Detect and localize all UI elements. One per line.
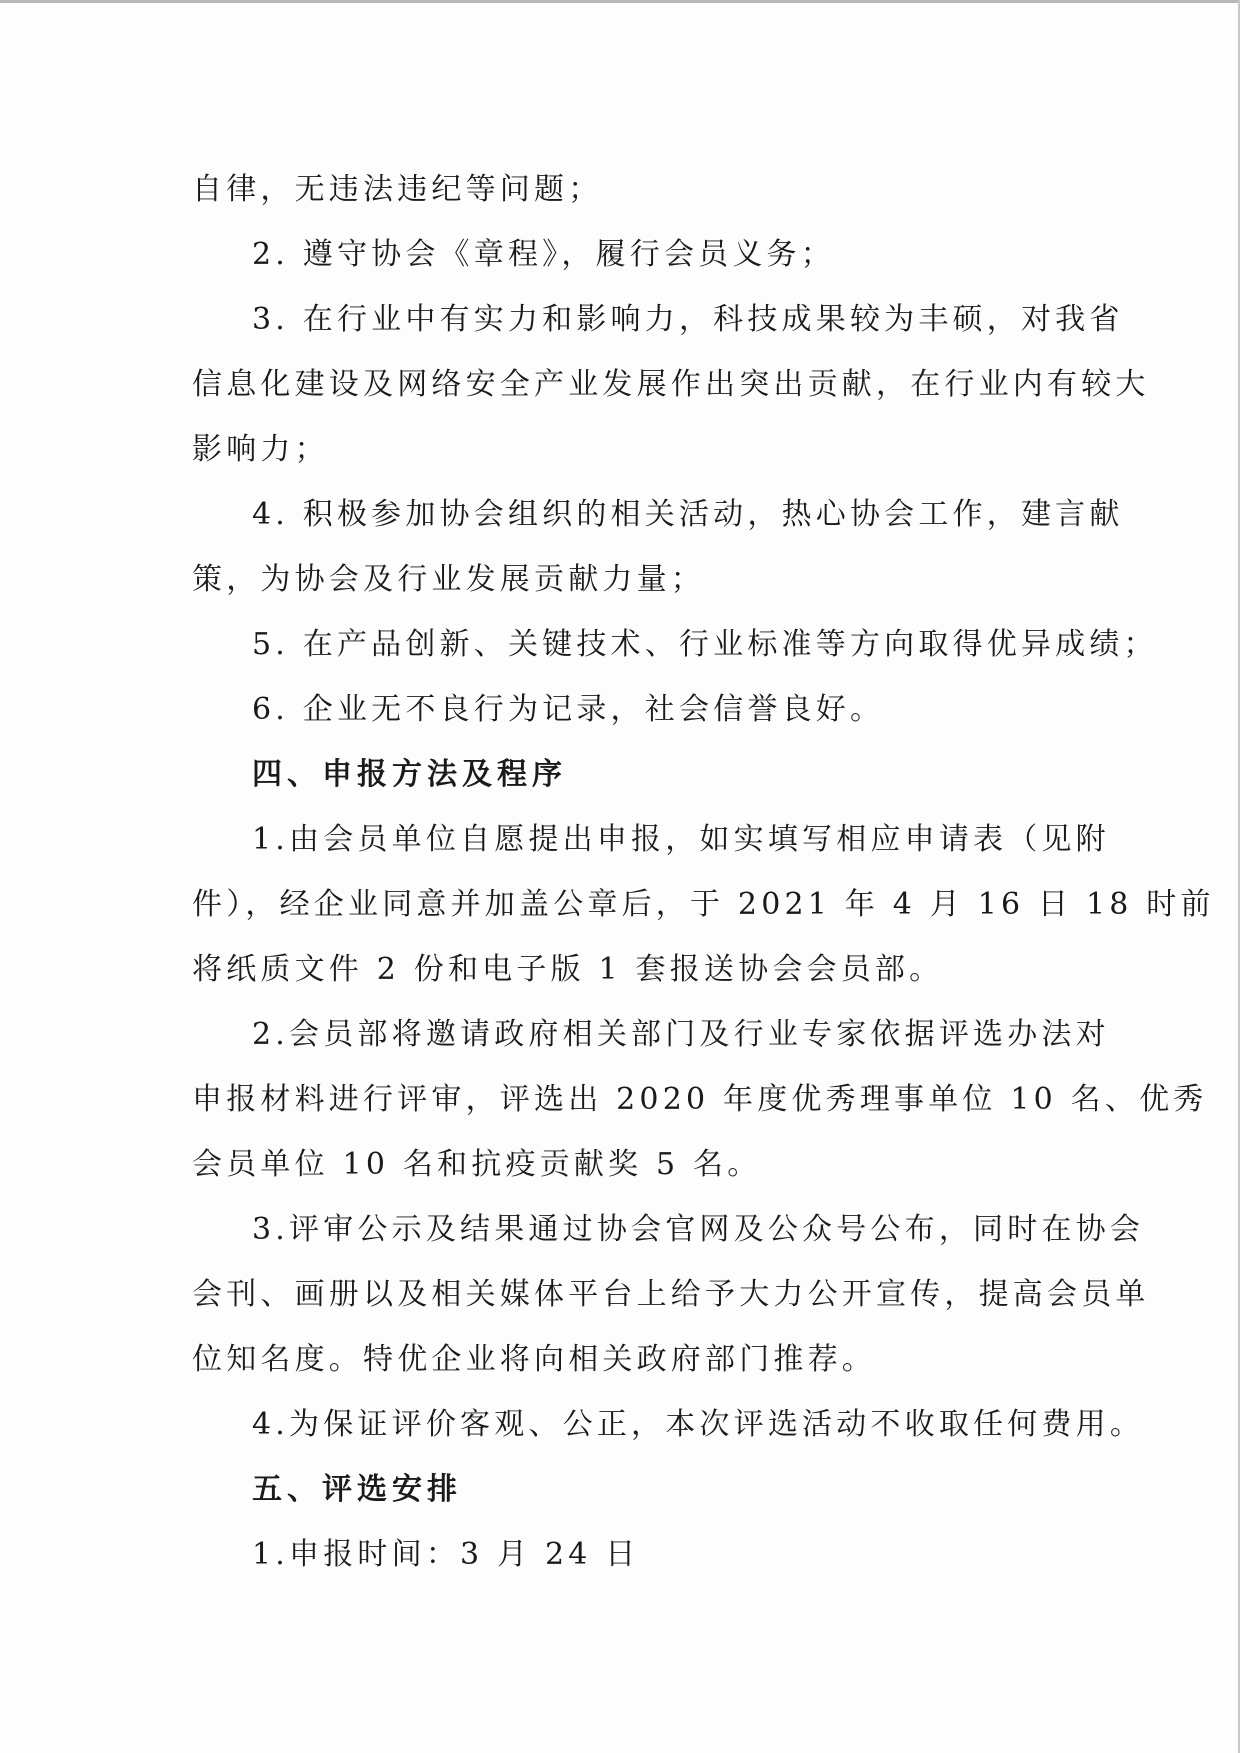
text-line: 自律，无违法违纪等问题； [192, 172, 603, 207]
text-line: 位知名度。特优企业将向相关政府部门推荐。 [192, 1342, 876, 1377]
section-heading: 四、申报方法及程序 [252, 757, 567, 792]
list-item: 3.评审公示及结果通过协会官网及公众号公布，同时在协会 [252, 1212, 1145, 1247]
list-item: 4.为保证评价客观、公正，本次评选活动不收取任何费用。 [252, 1407, 1145, 1442]
text-line: 申报材料进行评审，评选出 2020 年度优秀理事单位 10 名、优秀 [192, 1082, 1208, 1117]
list-item: 6. 企业无不良行为记录，社会信誉良好。 [252, 692, 885, 727]
scan-top-edge [0, 0, 1240, 3]
section-heading: 五、评选安排 [252, 1472, 462, 1507]
text-line: 策，为协会及行业发展贡献力量； [192, 562, 705, 597]
list-item: 3. 在行业中有实力和影响力，科技成果较为丰硕，对我省 [252, 302, 1124, 337]
text-line: 会员单位 10 名和抗疫贡献奖 5 名。 [192, 1147, 762, 1182]
text-line: 信息化建设及网络安全产业发展作出突出贡献，在行业内有较大 [192, 367, 1150, 402]
text-line: 影响力； [192, 432, 329, 467]
list-item: 2. 遵守协会《章程》，履行会员义务； [252, 237, 835, 272]
list-item: 2.会员部将邀请政府相关部门及行业专家依据评选办法对 [252, 1017, 1110, 1052]
text-line: 件），经企业同意并加盖公章后，于 2021 年 4 月 16 日 18 时前 [192, 887, 1215, 922]
list-item: 5. 在产品创新、关键技术、行业标准等方向取得优异成绩； [252, 627, 1158, 662]
list-item: 1.由会员单位自愿提出申报，如实填写相应申请表（见附 [252, 822, 1110, 857]
list-item: 1.申报时间：3 月 24 日 [252, 1537, 640, 1572]
text-line: 将纸质文件 2 份和电子版 1 套报送协会会员部。 [192, 952, 944, 987]
text-line: 会刊、画册以及相关媒体平台上给予大力公开宣传，提高会员单 [192, 1277, 1150, 1312]
list-item: 4. 积极参加协会组织的相关活动，热心协会工作，建言献 [252, 497, 1124, 532]
